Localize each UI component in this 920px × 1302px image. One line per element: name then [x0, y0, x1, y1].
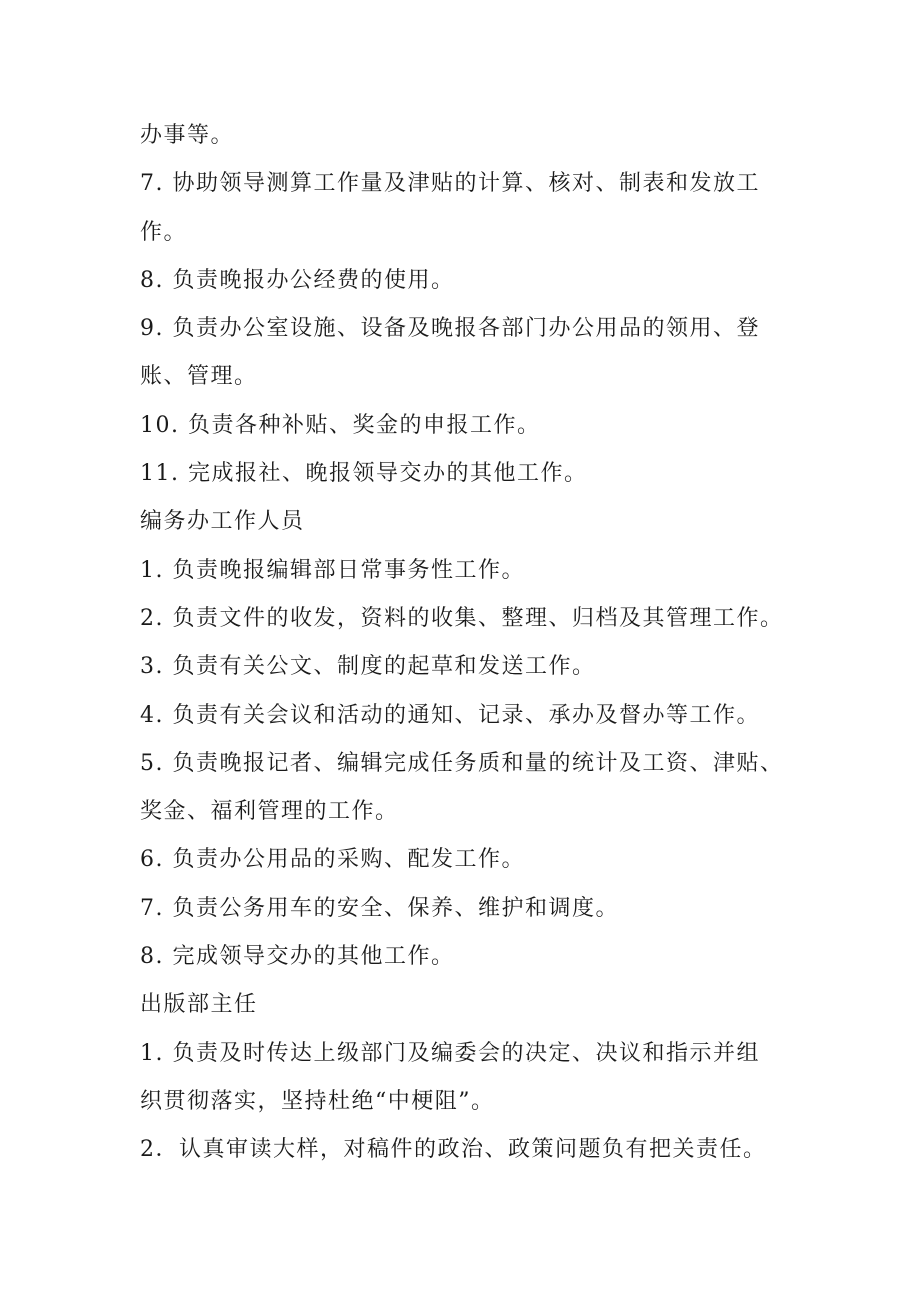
text-line: 5. 负责晚报记者、编辑完成任务质和量的统计及工资、津贴、: [140, 750, 784, 776]
text-line: 织贯彻落实，坚持杜绝“中梗阻”。: [140, 1088, 495, 1114]
text-line: 9. 负责办公室设施、设备及晚报各部门办公用品的领用、登: [140, 316, 760, 342]
text-line: 7. 协助领导测算工作量及津贴的计算、核对、制表和发放工: [140, 171, 760, 197]
text-line: 8. 负责晚报办公经费的使用。: [140, 267, 455, 293]
text-line: 1. 负责及时传达上级部门及编委会的决定、决议和指示并组: [140, 1040, 760, 1066]
text-line: 4. 负责有关会议和活动的通知、记录、承办及督办等工作。: [140, 702, 760, 728]
section-heading: 编务办工作人员: [140, 509, 305, 535]
text-line: 7. 负责公务用车的安全、保养、维护和调度。: [140, 895, 619, 921]
text-line: 10. 负责各种补贴、奖金的申报工作。: [140, 412, 541, 438]
text-line: 1. 负责晚报编辑部日常事务性工作。: [140, 557, 525, 583]
text-line: 3. 负责有关公文、制度的起草和发送工作。: [140, 654, 596, 680]
text-line: 作。: [140, 219, 188, 245]
text-line: 2. 负责文件的收发，资料的收集、整理、归档及其管理工作。: [140, 605, 784, 631]
text-line: 2．认真审读大样，对稿件的政治、政策问题负有把关责任。: [140, 1137, 767, 1163]
text-line: 8. 完成领导交办的其他工作。: [140, 944, 455, 970]
text-line: 6. 负责办公用品的采购、配发工作。: [140, 847, 525, 873]
section-heading: 出版部主任: [140, 992, 258, 1018]
text-line: 账、管理。: [140, 364, 258, 390]
document-body: [140, 112, 800, 1175]
text-line: 11. 完成报社、晚报领导交办的其他工作。: [140, 461, 588, 487]
text-line: 办事等。: [140, 123, 235, 148]
text-line: 奖金、福利管理的工作。: [140, 799, 399, 825]
